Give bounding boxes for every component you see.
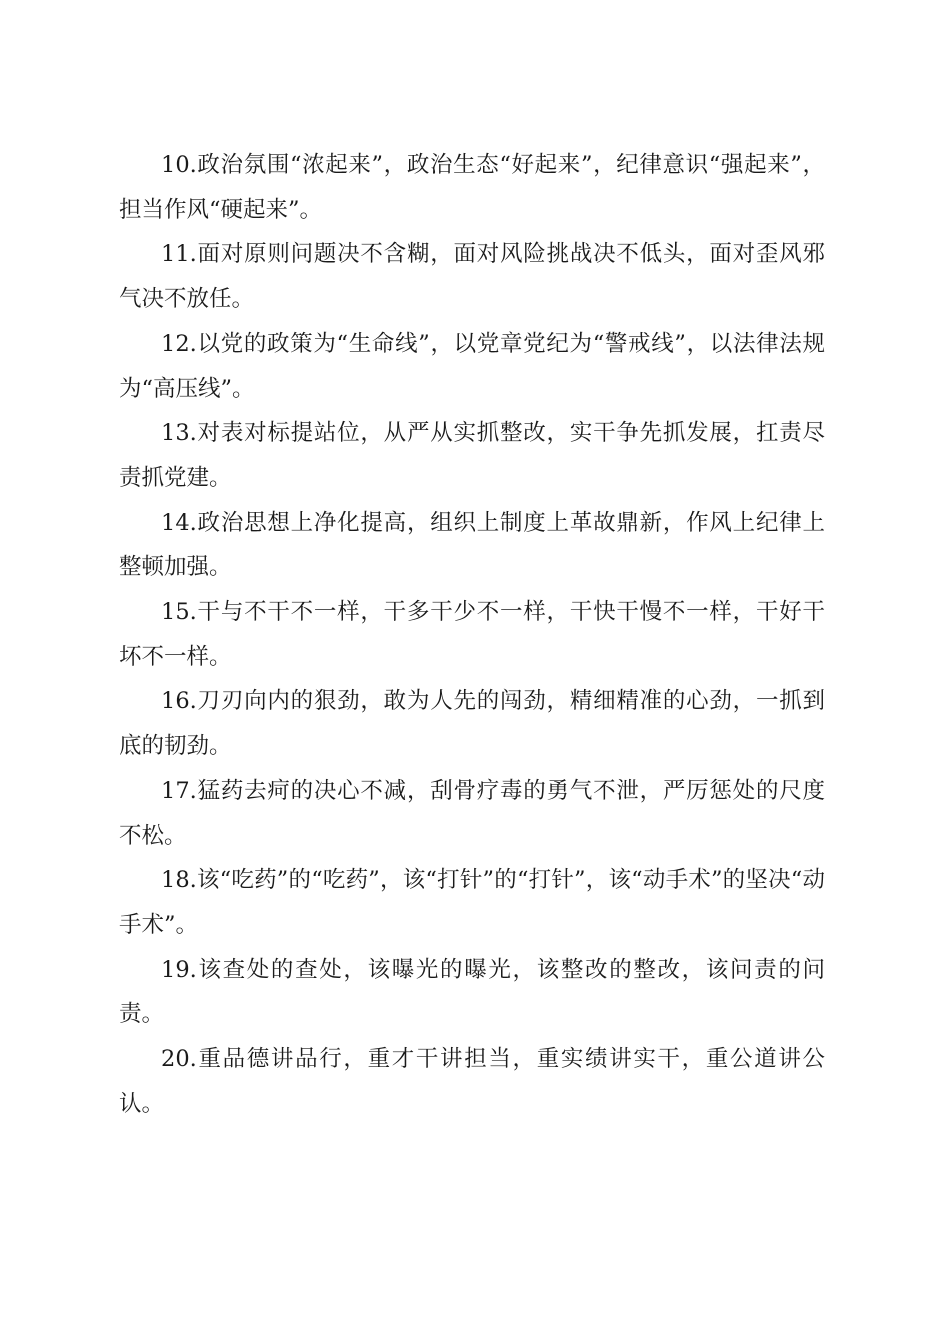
paragraph-18: 18.该“吃药”的“吃药”，该“打针”的“打针”，该“动手术”的坚决“动手术”。 [119,867,825,938]
paragraph-10: 10.政治氛围“浓起来”，政治生态“好起来”，纪律意识“强起来”，担当作风“硬起来”。 [119,152,825,223]
paragraph-13: 13.对表对标提站位，从严从实抓整改，实干争先抓发展，扛责尽责抓党建。 [119,420,825,491]
paragraph-12: 12.以党的政策为“生命线”，以党章党纪为“警戒线”，以法律法规为“高压线”。 [119,330,825,402]
paragraph-17: 17.猛药去疴的决心不减，刮骨疗毒的勇气不泄，严厉惩处的尺度不松。 [119,777,825,849]
document-body [119,143,825,1126]
paragraph-19: 19.该查处的查处，该曝光的曝光，该整改的整改，该问责的问责。 [119,956,825,1028]
paragraph-15: 15.干与不干不一样，干多干少不一样，干快干慢不一样，干好干坏不一样。 [119,599,825,670]
paragraph-14: 14.政治思想上净化提高，组织上制度上革故鼎新，作风上纪律上整顿加强。 [119,509,825,581]
paragraph-16: 16.刀刃向内的狠劲，敢为人先的闯劲，精细精准的心劲，一抓到底的韧劲。 [119,688,825,760]
paragraph-11: 11.面对原则问题决不含糊，面对风险挑战决不低头，面对歪风邪气决不放任。 [119,241,825,313]
paragraph-20: 20.重品德讲品行，重才干讲担当，重实绩讲实干，重公道讲公认。 [119,1046,825,1117]
